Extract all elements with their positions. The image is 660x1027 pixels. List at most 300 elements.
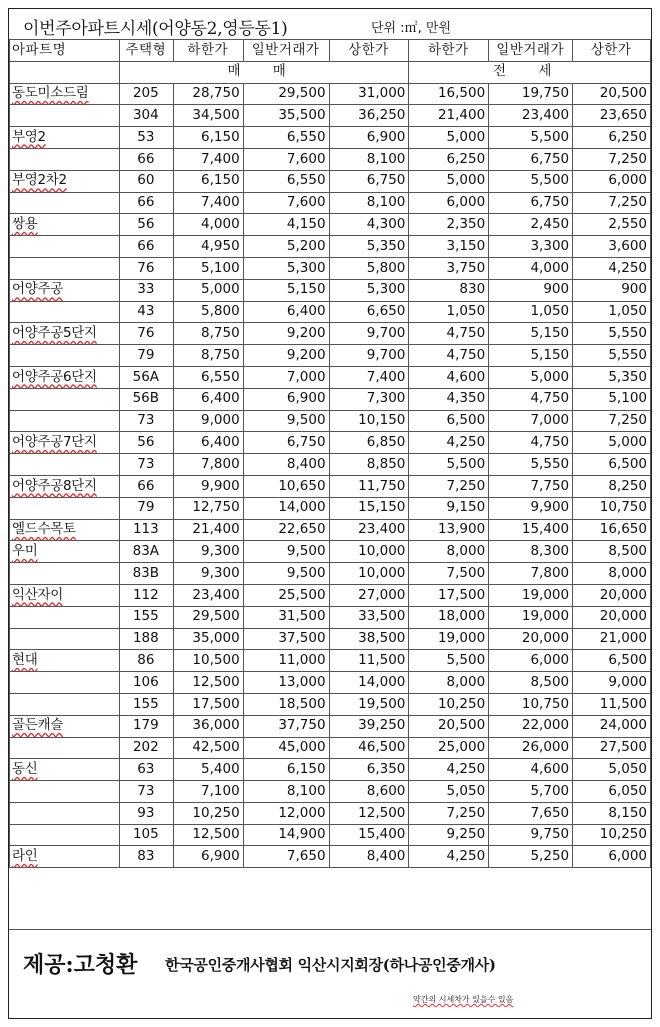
lease-high-cell: 10,750 bbox=[573, 497, 651, 519]
sale-high-cell: 8,400 bbox=[329, 846, 409, 868]
lease-low-cell: 8,000 bbox=[409, 672, 489, 694]
sale-high-cell: 5,800 bbox=[329, 257, 409, 279]
table-row bbox=[10, 606, 651, 628]
sale-high-cell: 8,850 bbox=[329, 454, 409, 476]
sale-high-cell: 46,500 bbox=[329, 737, 409, 759]
sale-low-cell: 10,500 bbox=[173, 650, 243, 672]
lease-low-cell: 9,150 bbox=[409, 497, 489, 519]
apartment-name-cell bbox=[10, 148, 120, 170]
apartment-name-cell bbox=[10, 541, 120, 563]
apartment-name-cell bbox=[10, 802, 120, 824]
table-row bbox=[10, 454, 651, 476]
lease-low-cell: 4,750 bbox=[409, 323, 489, 345]
sale-low-cell: 7,100 bbox=[173, 781, 243, 803]
lease-low-cell: 4,600 bbox=[409, 366, 489, 388]
lease-low-cell: 4,750 bbox=[409, 345, 489, 367]
table-row bbox=[10, 824, 651, 846]
sale-average-cell: 7,000 bbox=[243, 366, 329, 388]
sale-low-cell: 5,000 bbox=[173, 279, 243, 301]
header-apartment-name: 아파트명 bbox=[10, 40, 120, 62]
sale-high-cell: 33,500 bbox=[329, 606, 409, 628]
header-row bbox=[10, 40, 651, 62]
price-table bbox=[9, 39, 651, 868]
lease-high-cell: 20,000 bbox=[573, 584, 651, 606]
unit-type-cell: 66 bbox=[119, 236, 173, 258]
unit-type-cell: 106 bbox=[119, 672, 173, 694]
sale-average-cell: 31,500 bbox=[243, 606, 329, 628]
sale-low-cell: 12,500 bbox=[173, 824, 243, 846]
lease-average-cell: 23,400 bbox=[489, 105, 573, 127]
apartment-name-cell bbox=[10, 410, 120, 432]
apartment-name-cell bbox=[10, 781, 120, 803]
lease-low-cell: 5,500 bbox=[409, 454, 489, 476]
lease-high-cell: 8,000 bbox=[573, 563, 651, 585]
sale-high-cell: 6,750 bbox=[329, 170, 409, 192]
unit-type-cell: 56 bbox=[119, 214, 173, 236]
sale-high-cell: 5,300 bbox=[329, 279, 409, 301]
unit-type-cell: 33 bbox=[119, 279, 173, 301]
sale-average-cell: 9,200 bbox=[243, 323, 329, 345]
lease-low-cell: 5,050 bbox=[409, 781, 489, 803]
lease-average-cell: 5,550 bbox=[489, 454, 573, 476]
apartment-name-cell bbox=[10, 759, 120, 781]
sale-average-cell: 13,000 bbox=[243, 672, 329, 694]
header-lease-average: 일반거래가 bbox=[489, 40, 573, 62]
table-row bbox=[10, 127, 651, 149]
lease-average-cell: 3,300 bbox=[489, 236, 573, 258]
sale-average-cell: 29,500 bbox=[243, 83, 329, 105]
lease-low-cell: 18,000 bbox=[409, 606, 489, 628]
sale-average-cell: 14,000 bbox=[243, 497, 329, 519]
lease-average-cell: 4,000 bbox=[489, 257, 573, 279]
apartment-name: 동도미소드림 bbox=[12, 85, 89, 102]
sale-average-cell: 6,750 bbox=[243, 432, 329, 454]
apartment-name: 어양주공7단지 bbox=[12, 433, 97, 450]
sale-average-cell: 9,500 bbox=[243, 410, 329, 432]
lease-high-cell: 1,050 bbox=[573, 301, 651, 323]
sale-high-cell: 10,150 bbox=[329, 410, 409, 432]
apartment-name-cell bbox=[10, 454, 120, 476]
table-row bbox=[10, 214, 651, 236]
lease-low-cell: 7,500 bbox=[409, 563, 489, 585]
table-row bbox=[10, 563, 651, 585]
lease-high-cell: 5,550 bbox=[573, 345, 651, 367]
sale-low-cell: 8,750 bbox=[173, 323, 243, 345]
lease-high-cell: 9,000 bbox=[573, 672, 651, 694]
sale-high-cell: 14,000 bbox=[329, 672, 409, 694]
lease-average-cell: 19,000 bbox=[489, 606, 573, 628]
apartment-name-cell bbox=[10, 257, 120, 279]
section-sale: 매 매 bbox=[119, 61, 409, 83]
lease-low-cell: 4,350 bbox=[409, 388, 489, 410]
lease-high-cell: 27,500 bbox=[573, 737, 651, 759]
sale-average-cell: 11,000 bbox=[243, 650, 329, 672]
apartment-name: 라인 bbox=[12, 848, 38, 865]
lease-average-cell: 7,800 bbox=[489, 563, 573, 585]
page-title: 이번주아파트시세(어양동2,영등동1) bbox=[23, 19, 288, 39]
unit-type-cell: 79 bbox=[119, 497, 173, 519]
sale-high-cell: 8,100 bbox=[329, 148, 409, 170]
apartment-name-cell bbox=[10, 672, 120, 694]
sale-high-cell: 11,750 bbox=[329, 475, 409, 497]
unit-type-cell: 76 bbox=[119, 257, 173, 279]
lease-high-cell: 5,100 bbox=[573, 388, 651, 410]
lease-high-cell: 4,250 bbox=[573, 257, 651, 279]
sale-high-cell: 15,150 bbox=[329, 497, 409, 519]
apartment-name-cell bbox=[10, 214, 120, 236]
unit-type-cell: 83B bbox=[119, 563, 173, 585]
unit-type-cell: 73 bbox=[119, 454, 173, 476]
lease-high-cell: 20,000 bbox=[573, 606, 651, 628]
table-row bbox=[10, 192, 651, 214]
apartment-name-cell bbox=[10, 846, 120, 868]
sale-average-cell: 9,500 bbox=[243, 541, 329, 563]
footer bbox=[9, 929, 651, 1018]
lease-high-cell: 8,250 bbox=[573, 475, 651, 497]
lease-average-cell: 6,750 bbox=[489, 192, 573, 214]
apartment-name-cell bbox=[10, 236, 120, 258]
unit-type-cell: 93 bbox=[119, 802, 173, 824]
lease-low-cell: 13,900 bbox=[409, 519, 489, 541]
sale-average-cell: 37,750 bbox=[243, 715, 329, 737]
unit-type-cell: 43 bbox=[119, 301, 173, 323]
unit-type-cell: 179 bbox=[119, 715, 173, 737]
lease-low-cell: 17,500 bbox=[409, 584, 489, 606]
apartment-name-cell bbox=[10, 563, 120, 585]
apartment-name-cell bbox=[10, 606, 120, 628]
sale-average-cell: 35,500 bbox=[243, 105, 329, 127]
sale-high-cell: 27,000 bbox=[329, 584, 409, 606]
sale-average-cell: 8,400 bbox=[243, 454, 329, 476]
lease-high-cell: 23,650 bbox=[573, 105, 651, 127]
sale-low-cell: 7,800 bbox=[173, 454, 243, 476]
sale-average-cell: 6,550 bbox=[243, 170, 329, 192]
sale-average-cell: 7,650 bbox=[243, 846, 329, 868]
sale-low-cell: 6,150 bbox=[173, 170, 243, 192]
lease-high-cell: 8,500 bbox=[573, 541, 651, 563]
sale-average-cell: 22,650 bbox=[243, 519, 329, 541]
table-row bbox=[10, 366, 651, 388]
sale-high-cell: 6,850 bbox=[329, 432, 409, 454]
table-row bbox=[10, 715, 651, 737]
table-row bbox=[10, 410, 651, 432]
unit-type-cell: 205 bbox=[119, 83, 173, 105]
sale-average-cell: 5,200 bbox=[243, 236, 329, 258]
sale-average-cell: 37,500 bbox=[243, 628, 329, 650]
apartment-name: 익산자이 bbox=[12, 586, 63, 603]
unit-type-cell: 304 bbox=[119, 105, 173, 127]
sale-low-cell: 6,400 bbox=[173, 388, 243, 410]
sale-low-cell: 23,400 bbox=[173, 584, 243, 606]
sale-average-cell: 5,150 bbox=[243, 279, 329, 301]
lease-low-cell: 21,400 bbox=[409, 105, 489, 127]
section-lease: 전 세 bbox=[409, 61, 651, 83]
sale-low-cell: 7,400 bbox=[173, 192, 243, 214]
lease-average-cell: 8,500 bbox=[489, 672, 573, 694]
table-row bbox=[10, 301, 651, 323]
unit-type-cell: 83A bbox=[119, 541, 173, 563]
unit-type-cell: 56A bbox=[119, 366, 173, 388]
lease-average-cell: 8,300 bbox=[489, 541, 573, 563]
apartment-name-cell bbox=[10, 715, 120, 737]
association-label: 한국공인중개사협회 익산시지회장(하나공인중개사) bbox=[165, 956, 496, 974]
section-spacer bbox=[10, 61, 120, 83]
table-row bbox=[10, 737, 651, 759]
lease-average-cell: 4,600 bbox=[489, 759, 573, 781]
sale-high-cell: 39,250 bbox=[329, 715, 409, 737]
apartment-name-cell bbox=[10, 824, 120, 846]
apartment-name: 동신 bbox=[12, 760, 38, 777]
lease-average-cell: 19,750 bbox=[489, 83, 573, 105]
section-header-row bbox=[10, 61, 651, 83]
table-row bbox=[10, 279, 651, 301]
apartment-name: 골든캐슬 bbox=[12, 717, 63, 734]
sale-low-cell: 8,750 bbox=[173, 345, 243, 367]
table-row bbox=[10, 802, 651, 824]
sale-high-cell: 36,250 bbox=[329, 105, 409, 127]
unit-type-cell: 76 bbox=[119, 323, 173, 345]
sale-low-cell: 42,500 bbox=[173, 737, 243, 759]
sale-average-cell: 45,000 bbox=[243, 737, 329, 759]
table-row bbox=[10, 105, 651, 127]
sale-average-cell: 6,400 bbox=[243, 301, 329, 323]
sale-low-cell: 21,400 bbox=[173, 519, 243, 541]
lease-low-cell: 5,000 bbox=[409, 170, 489, 192]
table-row bbox=[10, 693, 651, 715]
sale-average-cell: 10,650 bbox=[243, 475, 329, 497]
lease-high-cell: 5,350 bbox=[573, 366, 651, 388]
lease-average-cell: 1,050 bbox=[489, 301, 573, 323]
sale-low-cell: 29,500 bbox=[173, 606, 243, 628]
lease-low-cell: 20,500 bbox=[409, 715, 489, 737]
header-lease-high: 상한가 bbox=[573, 40, 651, 62]
apartment-name-cell bbox=[10, 192, 120, 214]
sale-low-cell: 35,000 bbox=[173, 628, 243, 650]
apartment-name: 어양주공 bbox=[12, 281, 63, 298]
apartment-name: 엘드수목토 bbox=[12, 521, 76, 538]
unit-type-cell: 202 bbox=[119, 737, 173, 759]
sale-high-cell: 9,700 bbox=[329, 345, 409, 367]
apartment-name-cell bbox=[10, 301, 120, 323]
apartment-name-cell bbox=[10, 475, 120, 497]
sale-low-cell: 6,150 bbox=[173, 127, 243, 149]
apartment-name-cell bbox=[10, 497, 120, 519]
sale-high-cell: 12,500 bbox=[329, 802, 409, 824]
lease-high-cell: 16,650 bbox=[573, 519, 651, 541]
sale-average-cell: 14,900 bbox=[243, 824, 329, 846]
table-row bbox=[10, 345, 651, 367]
sale-low-cell: 28,750 bbox=[173, 83, 243, 105]
apartment-name-cell bbox=[10, 170, 120, 192]
lease-high-cell: 2,550 bbox=[573, 214, 651, 236]
lease-high-cell: 6,000 bbox=[573, 846, 651, 868]
lease-low-cell: 6,000 bbox=[409, 192, 489, 214]
sale-low-cell: 9,300 bbox=[173, 541, 243, 563]
apartment-name: 어양주공8단지 bbox=[12, 477, 97, 494]
sale-average-cell: 9,500 bbox=[243, 563, 329, 585]
sale-low-cell: 6,900 bbox=[173, 846, 243, 868]
sale-average-cell: 6,150 bbox=[243, 759, 329, 781]
lease-average-cell: 6,000 bbox=[489, 650, 573, 672]
lease-average-cell: 5,500 bbox=[489, 170, 573, 192]
document-page bbox=[8, 8, 652, 1019]
lease-average-cell: 5,150 bbox=[489, 323, 573, 345]
unit-type-cell: 66 bbox=[119, 475, 173, 497]
lease-average-cell: 10,750 bbox=[489, 693, 573, 715]
sale-average-cell: 7,600 bbox=[243, 192, 329, 214]
lease-high-cell: 21,000 bbox=[573, 628, 651, 650]
lease-average-cell: 2,450 bbox=[489, 214, 573, 236]
lease-low-cell: 3,150 bbox=[409, 236, 489, 258]
sale-high-cell: 6,650 bbox=[329, 301, 409, 323]
apartment-name-cell bbox=[10, 345, 120, 367]
lease-high-cell: 10,250 bbox=[573, 824, 651, 846]
apartment-name-cell bbox=[10, 650, 120, 672]
sale-low-cell: 9,300 bbox=[173, 563, 243, 585]
lease-average-cell: 5,000 bbox=[489, 366, 573, 388]
sale-average-cell: 6,900 bbox=[243, 388, 329, 410]
lease-average-cell: 4,750 bbox=[489, 388, 573, 410]
apartment-name: 어양주공6단지 bbox=[12, 368, 97, 385]
table-row bbox=[10, 650, 651, 672]
header-unit-type: 주택형 bbox=[119, 40, 173, 62]
provider-label: 제공:고청환 bbox=[23, 952, 138, 978]
table-row bbox=[10, 781, 651, 803]
sale-average-cell: 7,600 bbox=[243, 148, 329, 170]
sale-high-cell: 31,000 bbox=[329, 83, 409, 105]
sale-average-cell: 4,150 bbox=[243, 214, 329, 236]
apartment-name-cell bbox=[10, 279, 120, 301]
lease-high-cell: 900 bbox=[573, 279, 651, 301]
unit-type-cell: 83 bbox=[119, 846, 173, 868]
header-lease-low: 하한가 bbox=[409, 40, 489, 62]
table-row bbox=[10, 170, 651, 192]
lease-high-cell: 6,250 bbox=[573, 127, 651, 149]
sale-high-cell: 19,500 bbox=[329, 693, 409, 715]
unit-type-cell: 155 bbox=[119, 693, 173, 715]
sale-low-cell: 4,000 bbox=[173, 214, 243, 236]
lease-low-cell: 2,350 bbox=[409, 214, 489, 236]
lease-high-cell: 8,150 bbox=[573, 802, 651, 824]
lease-low-cell: 7,250 bbox=[409, 802, 489, 824]
lease-low-cell: 830 bbox=[409, 279, 489, 301]
lease-low-cell: 19,000 bbox=[409, 628, 489, 650]
unit-label: 단위 :㎡, 만원 bbox=[371, 21, 452, 36]
unit-type-cell: 53 bbox=[119, 127, 173, 149]
table-row bbox=[10, 672, 651, 694]
apartment-name: 현대 bbox=[12, 651, 38, 668]
lease-low-cell: 5,000 bbox=[409, 127, 489, 149]
sale-high-cell: 10,000 bbox=[329, 563, 409, 585]
lease-average-cell: 6,750 bbox=[489, 148, 573, 170]
table-row bbox=[10, 257, 651, 279]
apartment-name-cell bbox=[10, 105, 120, 127]
lease-high-cell: 5,550 bbox=[573, 323, 651, 345]
lease-low-cell: 4,250 bbox=[409, 432, 489, 454]
unit-type-cell: 56 bbox=[119, 432, 173, 454]
sale-low-cell: 17,500 bbox=[173, 693, 243, 715]
sale-average-cell: 25,500 bbox=[243, 584, 329, 606]
apartment-name: 부영2차2 bbox=[12, 172, 67, 189]
lease-low-cell: 16,500 bbox=[409, 83, 489, 105]
sale-low-cell: 7,400 bbox=[173, 148, 243, 170]
sale-average-cell: 8,100 bbox=[243, 781, 329, 803]
table-row bbox=[10, 323, 651, 345]
lease-high-cell: 7,250 bbox=[573, 410, 651, 432]
apartment-name-cell bbox=[10, 388, 120, 410]
table-row bbox=[10, 432, 651, 454]
lease-low-cell: 6,250 bbox=[409, 148, 489, 170]
lease-average-cell: 5,150 bbox=[489, 345, 573, 367]
title-bar bbox=[9, 9, 651, 39]
lease-high-cell: 6,500 bbox=[573, 454, 651, 476]
sale-high-cell: 11,500 bbox=[329, 650, 409, 672]
sale-low-cell: 10,250 bbox=[173, 802, 243, 824]
sale-low-cell: 36,000 bbox=[173, 715, 243, 737]
unit-type-cell: 112 bbox=[119, 584, 173, 606]
unit-type-cell: 66 bbox=[119, 148, 173, 170]
lease-average-cell: 7,650 bbox=[489, 802, 573, 824]
lease-average-cell: 4,750 bbox=[489, 432, 573, 454]
lease-average-cell: 5,700 bbox=[489, 781, 573, 803]
sale-high-cell: 15,400 bbox=[329, 824, 409, 846]
apartment-name: 어양주공5단지 bbox=[12, 325, 97, 341]
sale-average-cell: 6,550 bbox=[243, 127, 329, 149]
sale-low-cell: 12,500 bbox=[173, 672, 243, 694]
lease-high-cell: 11,500 bbox=[573, 693, 651, 715]
lease-low-cell: 9,250 bbox=[409, 824, 489, 846]
sale-high-cell: 6,350 bbox=[329, 759, 409, 781]
lease-high-cell: 6,050 bbox=[573, 781, 651, 803]
sale-low-cell: 4,950 bbox=[173, 236, 243, 258]
lease-average-cell: 15,400 bbox=[489, 519, 573, 541]
lease-high-cell: 6,500 bbox=[573, 650, 651, 672]
table-row bbox=[10, 475, 651, 497]
sale-average-cell: 18,500 bbox=[243, 693, 329, 715]
apartment-name: 부영2 bbox=[12, 128, 46, 145]
lease-high-cell: 7,250 bbox=[573, 192, 651, 214]
table-row bbox=[10, 759, 651, 781]
apartment-name-cell bbox=[10, 737, 120, 759]
sale-low-cell: 6,400 bbox=[173, 432, 243, 454]
header-sale-average: 일반거래가 bbox=[243, 40, 329, 62]
sale-low-cell: 12,750 bbox=[173, 497, 243, 519]
lease-high-cell: 24,000 bbox=[573, 715, 651, 737]
disclaimer-note bbox=[413, 994, 513, 1005]
unit-type-cell: 86 bbox=[119, 650, 173, 672]
lease-high-cell: 20,500 bbox=[573, 83, 651, 105]
sale-low-cell: 9,000 bbox=[173, 410, 243, 432]
lease-average-cell: 5,500 bbox=[489, 127, 573, 149]
sale-low-cell: 6,550 bbox=[173, 366, 243, 388]
lease-low-cell: 6,500 bbox=[409, 410, 489, 432]
apartment-name-cell bbox=[10, 366, 120, 388]
apartment-name-cell bbox=[10, 83, 120, 105]
sale-low-cell: 9,900 bbox=[173, 475, 243, 497]
apartment-name-cell bbox=[10, 519, 120, 541]
table-row bbox=[10, 83, 651, 105]
lease-low-cell: 8,000 bbox=[409, 541, 489, 563]
apartment-name-cell bbox=[10, 628, 120, 650]
lease-high-cell: 5,000 bbox=[573, 432, 651, 454]
apartment-name-cell bbox=[10, 323, 120, 345]
apartment-name: 쌍용 bbox=[12, 216, 38, 233]
lease-high-cell: 3,600 bbox=[573, 236, 651, 258]
lease-average-cell: 7,750 bbox=[489, 475, 573, 497]
table-row bbox=[10, 519, 651, 541]
unit-type-cell: 56B bbox=[119, 388, 173, 410]
lease-low-cell: 7,250 bbox=[409, 475, 489, 497]
